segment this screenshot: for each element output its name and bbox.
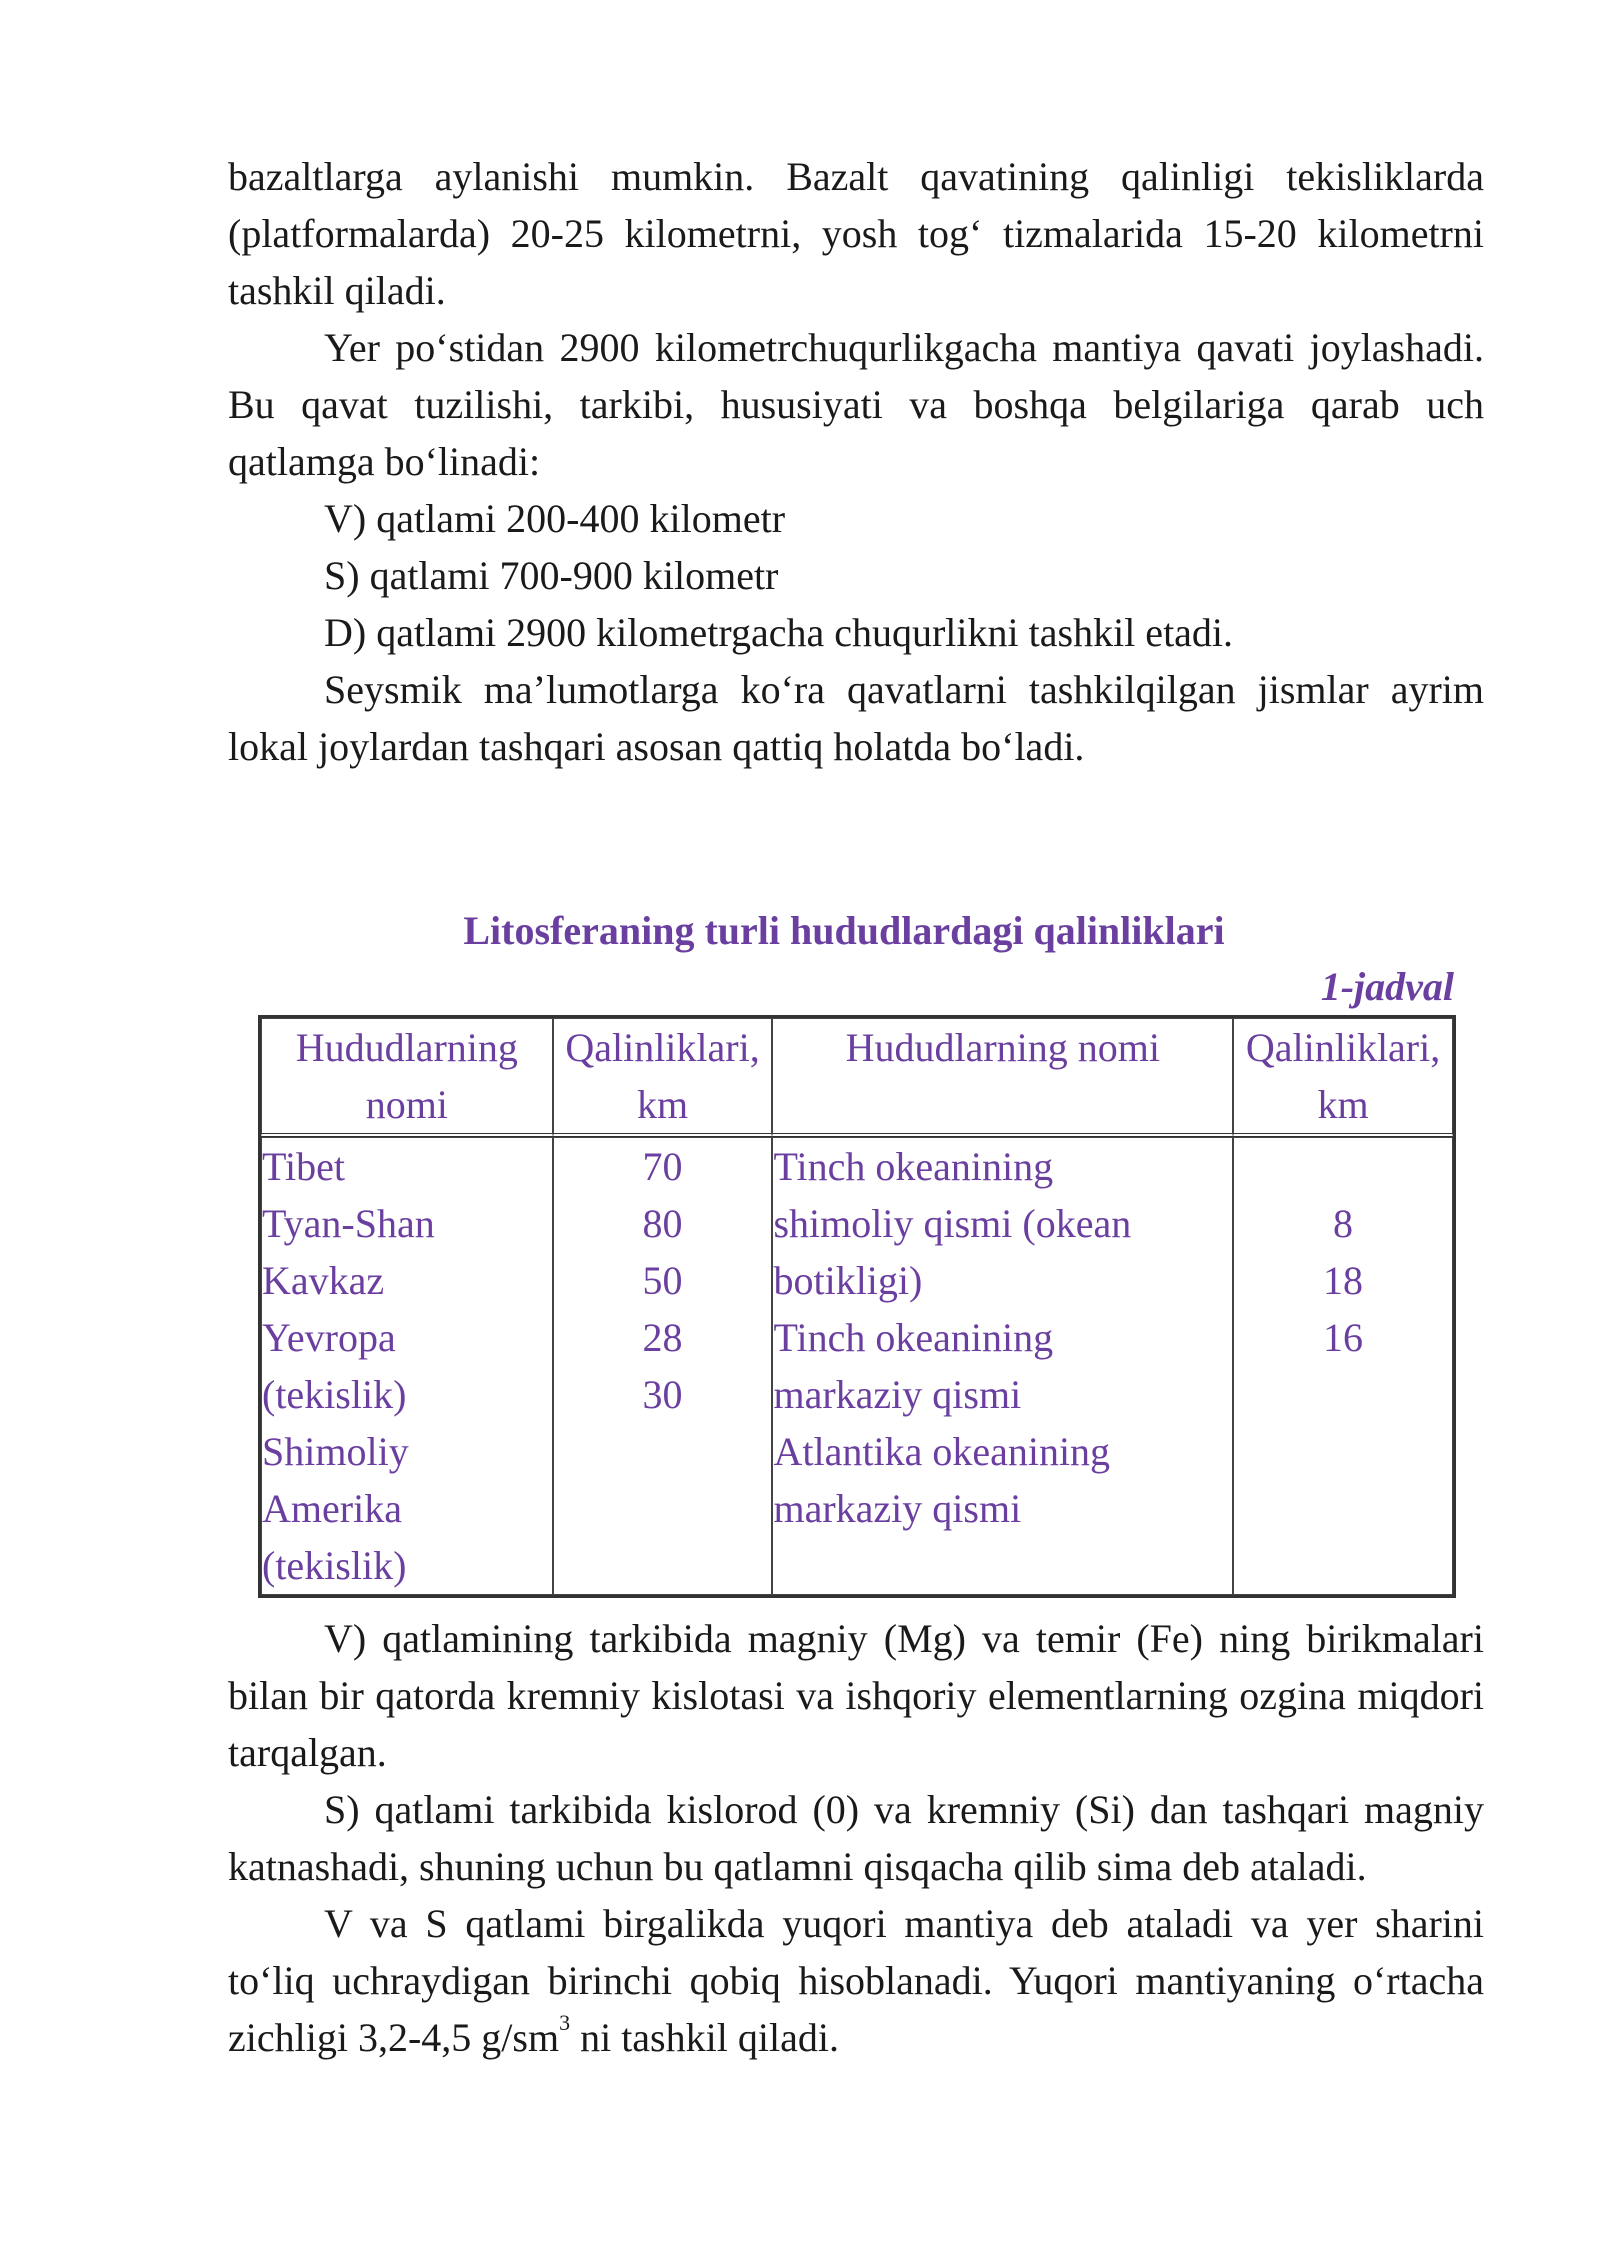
paragraph: S) qatlami tarkibida kislorod (0) va kremniy (Si) dan tashqari magniy katnashadi, shuning uchun bu qatlamni qisqacha qilib sima deb ataladi. (228, 1787, 1484, 1889)
paragraph: Seysmik ma’lumotlarga ko‘ra qavatlarni tashkilqilgan jismlar ayrim lokal joylardan tashqari asosan qattiq holatda bo‘ladi. (228, 667, 1484, 769)
header-thickness-2: Qalinliklari, km (1233, 1018, 1453, 1137)
header-thickness: Qalinliklari, km (553, 1018, 773, 1137)
cell-regions: Tibet Tyan-Shan Kavkaz Yevropa (tekislik) Shimoliy Amerika (tekislik) (261, 1137, 553, 1595)
list-item: D) qatlami 2900 kilometrgacha chuqurlikni tashkil etadi. (324, 610, 1234, 655)
superscript: 3 (559, 2010, 571, 2035)
body-text-bottom (228, 1610, 1484, 2066)
cell-ocean-regions: Tinch okeanining shimoliy qismi (okean botikligi) Tinch okeanining markaziy qismi Atlantika okeanining markaziy qismi (772, 1137, 1233, 1595)
list-item: V) qatlami 200-400 kilometr (324, 496, 786, 541)
table-header-row (261, 1018, 1453, 1137)
table-title: Litosferaning turli hududlardagi qalinliklari (463, 908, 1225, 953)
list-item: S) qatlami 700-900 kilometr (324, 553, 779, 598)
table-caption (228, 903, 1484, 1015)
paragraph: V va S qatlami birgalikda yuqori mantiya deb ataladi va yer sharini to‘liq uchraydigan birinchi qobiq hisoblanadi. Yuqori mantiyaning o‘rtacha zichligi 3,2-4,5 $g/sm^3$ ni tashkil qiladi. (228, 1901, 1484, 2060)
cell-thickness-values: 70 80 50 28 30 (553, 1137, 773, 1595)
header-region-name: Hududlarning nomi (261, 1018, 553, 1137)
paragraph: bazaltlarga aylanishi mumkin. Bazalt qavatining qalinligi tekisliklarda (platformalarda) 20-25 kilometrni, yosh tog‘ tizmalarida 15-20 kilometrni tashkil qiladi. (228, 154, 1484, 313)
table-number: 1-jadval (1320, 964, 1454, 1009)
document-page (228, 148, 1484, 2066)
header-region-name-2: Hududlarning nomi (772, 1018, 1233, 1137)
cell-ocean-thickness-values: 8 18 16 (1233, 1137, 1453, 1595)
paragraph: Yer po‘stidan 2900 kilometrchuqurlikgacha mantiya qavati joylashadi. Bu qavat tuzilishi, tarkibi, hususiyati va boshqa belgilariga qarab uch qatlamga bo‘linadi: (228, 325, 1484, 484)
paragraph: V) qatlamining tarkibida magniy (Mg) va temir (Fe) ning birikmalari bilan bir qatorda kremniy kislotasi va ishqoriy elementlarning ozgina miqdori tarqalgan. (228, 1616, 1484, 1775)
thickness-table (258, 1015, 1456, 1598)
table-row (261, 1137, 1453, 1595)
